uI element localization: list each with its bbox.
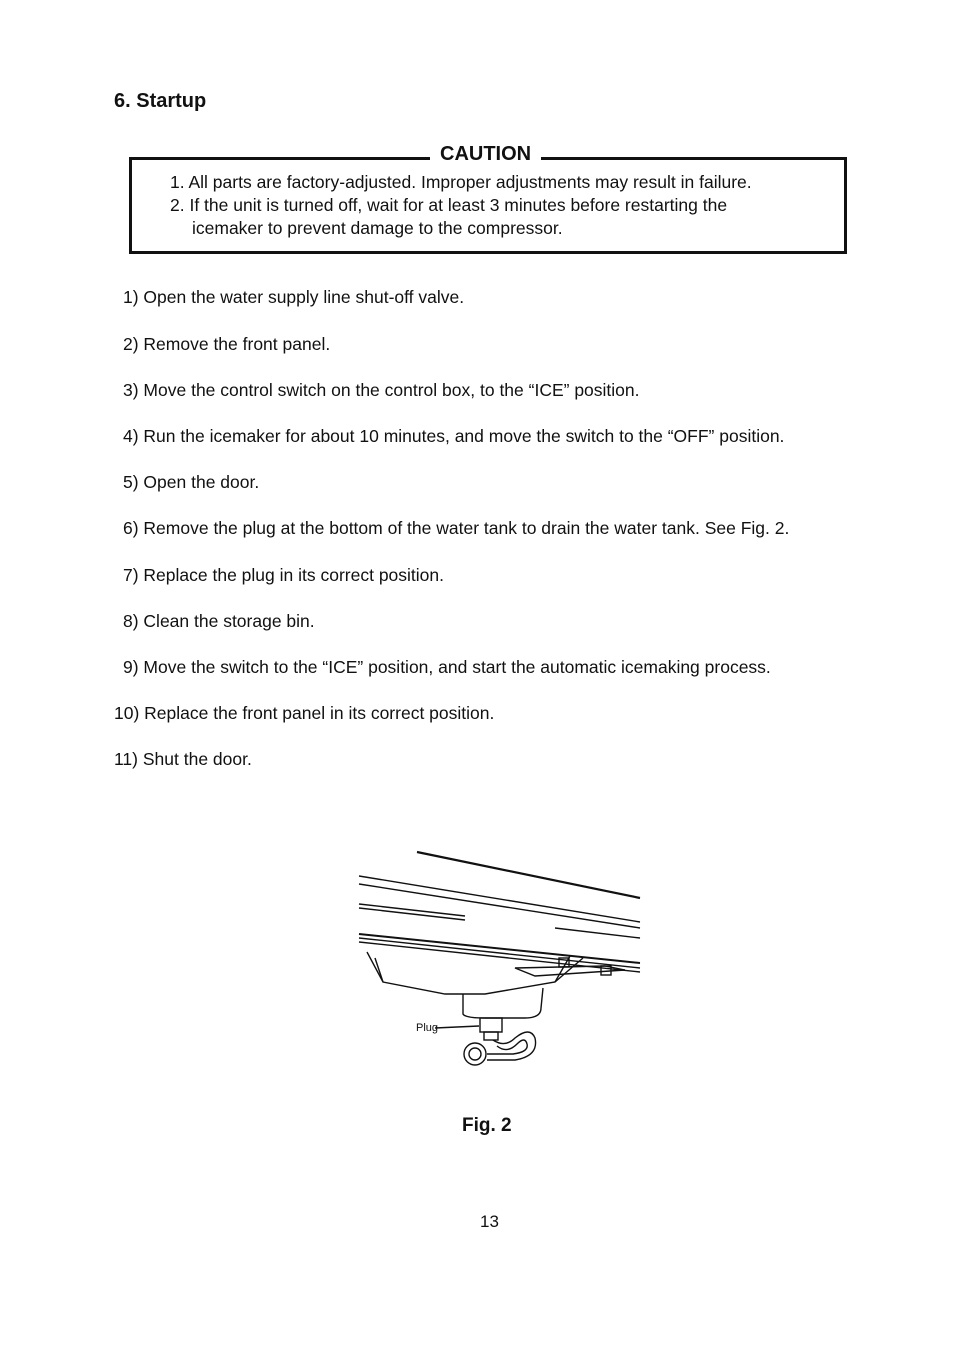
step-8: 8) Clean the storage bin. bbox=[123, 611, 315, 631]
icemaker-drain-plug-illustration bbox=[355, 848, 645, 1070]
step-2: 2) Remove the front panel. bbox=[123, 334, 331, 354]
caution-title: CAUTION bbox=[430, 143, 541, 166]
section-heading: 6. Startup bbox=[114, 90, 207, 112]
step-7: 7) Replace the plug in its correct position. bbox=[123, 565, 444, 585]
plug-label: Plug bbox=[416, 1022, 439, 1034]
step-4: 4) Run the icemaker for about 10 minutes, and move the switch to the “OFF” position. bbox=[123, 426, 785, 446]
caution-item-2: 2. If the unit is turned off, wait for at least 3 minutes before restarting the bbox=[170, 195, 728, 215]
step-3: 3) Move the control switch on the control box, to the “ICE” position. bbox=[123, 380, 640, 400]
step-5: 5) Open the door. bbox=[123, 472, 260, 492]
caution-item-1: 1. All parts are factory-adjusted. Improper adjustments may result in failure. bbox=[170, 172, 752, 192]
page-number: 13 bbox=[480, 1212, 499, 1231]
step-11: 11) Shut the door. bbox=[114, 749, 252, 769]
step-9: 9) Move the switch to the “ICE” position, and start the automatic icemaking process. bbox=[123, 657, 771, 677]
step-10: 10) Replace the front panel in its correct position. bbox=[114, 703, 495, 723]
caution-item-2-cont: icemaker to prevent damage to the compressor. bbox=[192, 218, 563, 238]
step-1: 1) Open the water supply line shut-off valve. bbox=[123, 287, 465, 307]
step-6: 6) Remove the plug at the bottom of the water tank to drain the water tank. See Fig. 2. bbox=[123, 518, 790, 538]
figure-caption: Fig. 2 bbox=[462, 1115, 512, 1136]
